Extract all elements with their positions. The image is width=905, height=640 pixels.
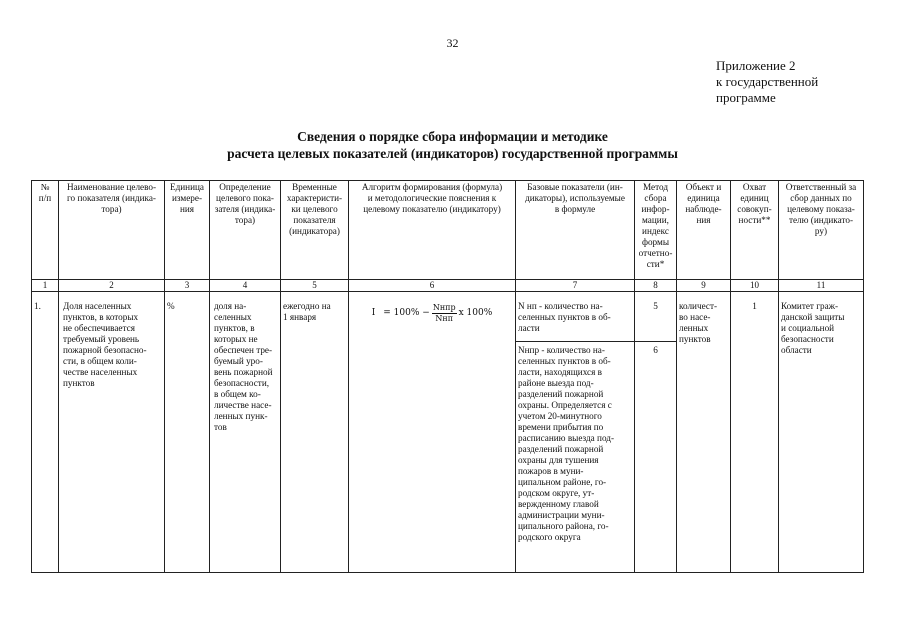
appendix-line: программе bbox=[716, 90, 776, 105]
header-cell: Базовые показатели (ин- дикаторы), используемые в формуле bbox=[516, 181, 635, 280]
base-indicators-cell bbox=[516, 292, 635, 573]
formula-cell bbox=[349, 292, 516, 573]
formula-denominator: Nнп bbox=[435, 314, 454, 323]
formula-eq: = 100% − bbox=[383, 308, 430, 318]
appendix-note bbox=[716, 58, 818, 106]
header-cell: Определение целевого пока- зателя (индика- тора) bbox=[210, 181, 281, 280]
column-number: 10 bbox=[731, 280, 779, 292]
header-cell: Метод сбора инфор- мации, индекс формы отчетно- сти* bbox=[635, 181, 677, 280]
method-value: 6 bbox=[653, 345, 658, 355]
column-number: 11 bbox=[779, 280, 864, 292]
row-number: 1. bbox=[32, 292, 59, 573]
indicator-name: Доля населенных пунктов, в которых не обеспечивается требуемый уровень пожарной безопасно- сти, в общем коли- честве населенных пунктов bbox=[59, 292, 165, 573]
header-cell: Наименование целево- го показателя (индика- тора) bbox=[59, 181, 165, 280]
table-row bbox=[32, 292, 864, 573]
appendix-line: Приложение 2 bbox=[716, 58, 796, 73]
header-cell: Охват единиц совокуп- ности** bbox=[731, 181, 779, 280]
formula-lhs: I bbox=[371, 308, 376, 318]
column-number: 8 bbox=[635, 280, 677, 292]
header-cell: Единица измере- ния bbox=[165, 181, 210, 280]
column-number-row bbox=[32, 280, 864, 292]
column-number: 2 bbox=[59, 280, 165, 292]
column-number: 6 bbox=[349, 280, 516, 292]
formula-fraction bbox=[432, 303, 457, 324]
indicators-table bbox=[31, 180, 864, 573]
column-number: 7 bbox=[516, 280, 635, 292]
page-number: 32 bbox=[446, 36, 459, 50]
title-line: расчета целевых показателей (индикаторов) государственной программы bbox=[227, 146, 678, 161]
observation-object: количест- во насе- ленных пунктов bbox=[677, 292, 731, 573]
header-cell: № п/п bbox=[32, 181, 59, 280]
column-number: 3 bbox=[165, 280, 210, 292]
indicator-definition: доля на- селенных пунктов, в которых не обеспечен тре- буемый уро- вень пожарной безопасности, в общем ко- личестве насе- ленных пунк- тов bbox=[210, 292, 281, 573]
column-number: 4 bbox=[210, 280, 281, 292]
time-characteristic: ежегодно на 1 января bbox=[281, 292, 349, 573]
method-cell bbox=[635, 292, 677, 573]
column-number: 1 bbox=[32, 280, 59, 292]
title-line: Сведения о порядке сбора информации и методике bbox=[297, 129, 608, 144]
formula bbox=[351, 303, 513, 324]
formula-numerator: Nнпр bbox=[432, 303, 456, 312]
appendix-line: к государственной bbox=[716, 74, 819, 89]
indicator-unit: % bbox=[165, 292, 210, 573]
column-number: 9 bbox=[677, 280, 731, 292]
formula-tail: x 100% bbox=[458, 308, 493, 318]
header-cell: Ответственный за сбор данных по целевому показа- телю (индикато- ру) bbox=[779, 181, 864, 280]
header-row bbox=[32, 181, 864, 280]
header-cell: Временные характеристи- ки целевого показателя (индикатора) bbox=[281, 181, 349, 280]
method-value: 5 bbox=[635, 301, 676, 342]
column-number: 5 bbox=[281, 280, 349, 292]
responsible: Комитет граж- данской защиты и социальной безопасности области bbox=[779, 292, 864, 573]
header-cell: Объект и единица наблюде- ния bbox=[677, 181, 731, 280]
header-cell: Алгоритм формирования (формула) и методологические пояснения к целевому показателю (индикатору) bbox=[349, 181, 516, 280]
base-indicator-text: N нп - количество на- селенных пунктов в об- ласти bbox=[516, 301, 634, 342]
document-title bbox=[0, 128, 905, 162]
base-indicator-text: Nнпр - количество на- селенных пунктов в об- ласти, находящихся в районе выезда под- разделений пожарной охраны. Определяется с учетом 20-минутного времени прибытия по расписанию выезда под- разделений пожарной охраны для тушения пожаров в муни- ципальном районе, го- родском округе, ут- вержденному главой администрации муни- ципального района, го- родского округа bbox=[518, 345, 615, 542]
coverage: 1 bbox=[731, 292, 779, 573]
